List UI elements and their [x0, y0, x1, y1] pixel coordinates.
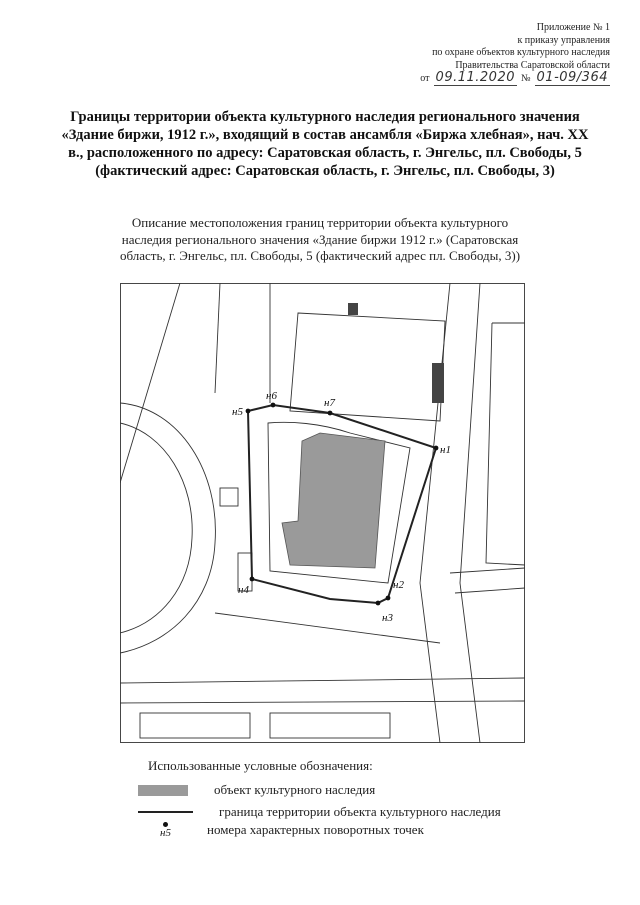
map-street-4	[420, 283, 450, 743]
legend-point-sample	[138, 822, 193, 838]
point-label-n4: н4	[238, 584, 249, 596]
point-marker-n5	[246, 409, 251, 414]
point-label-n2: н2	[393, 579, 404, 591]
map-building-right	[486, 323, 525, 565]
map-street-5	[460, 283, 480, 743]
boundary-map	[120, 283, 525, 743]
legend-points-label: номера характерных поворотных точек	[207, 822, 424, 837]
map-plaza-inner	[120, 423, 192, 633]
map-street-10	[455, 588, 525, 593]
appendix-line-4: Правительства Саратовской области	[455, 59, 610, 71]
map-plaza-edge	[120, 403, 215, 653]
map-block-4	[270, 713, 390, 738]
document-subtitle: Описание местоположения границ территории объекта культурного наследия регионального значения «Здание биржи 1912 г.» (Саратовская область, г. Энгельс, пл. Свободы, 5 (фактический адрес пл. Свободы, 3))	[119, 215, 521, 263]
map-mark-2	[432, 363, 444, 403]
order-number: 01-09/364	[536, 70, 608, 85]
legend-object-row	[138, 782, 375, 798]
document-title: Границы территории объекта культурного наследия регионального значения «Здание биржи, 1912 г.», входящий в состав ансамбля «Биржа хлебная», нач. XX в., расположенного по адресу: Саратовская область, г. Энгельс, пл. Свободы, 5 (фактический адрес: Саратовская область, г. Энгельс, пл. Свободы, 3)	[61, 109, 589, 179]
map-street-8	[215, 613, 440, 643]
legend-boundary-line	[138, 811, 193, 813]
legend-heading: Использованные условные обозначения:	[148, 758, 373, 773]
legend-boundary-label: граница территории объекта культурного наследия	[219, 804, 501, 819]
heritage-object	[282, 433, 385, 568]
map-street-2	[215, 283, 220, 393]
appendix-line-3: по охране объектов культурного наследия	[432, 47, 610, 58]
point-label-n7: н7	[324, 397, 335, 409]
point-label-n5: н5	[232, 406, 243, 418]
legend-boundary-row	[138, 804, 501, 820]
legend-object-swatch	[138, 785, 188, 796]
order-date-number	[350, 72, 610, 86]
legend-object-label: объект культурного наследия	[214, 782, 376, 797]
legend-point-sample-label: н5	[160, 827, 171, 839]
map-mark-1	[348, 303, 358, 315]
appendix-line-2: к приказу управления	[517, 34, 610, 46]
point-label-n1: н1	[440, 444, 451, 456]
point-label-n6: н6	[266, 390, 277, 402]
point-marker-n2	[386, 596, 391, 601]
point-marker-n1	[434, 446, 439, 451]
point-marker-n4	[250, 577, 255, 582]
map-street-6	[120, 678, 525, 683]
point-marker-n6	[271, 403, 276, 408]
appendix-line-1: Приложение № 1	[536, 22, 610, 33]
point-marker-n7	[328, 411, 333, 416]
legend-points-row	[138, 822, 424, 838]
map-street-1	[120, 283, 180, 483]
from-label: от	[420, 73, 430, 84]
point-marker-n3	[376, 601, 381, 606]
map-block-3	[140, 713, 250, 738]
appendix-block	[350, 22, 610, 86]
point-label-n3: н3	[382, 612, 393, 624]
number-label: №	[520, 73, 531, 84]
order-date: 09.11.2020	[435, 70, 515, 85]
map-street-7	[120, 701, 525, 703]
map-building-upper	[290, 313, 445, 421]
map-block-2	[220, 488, 238, 506]
